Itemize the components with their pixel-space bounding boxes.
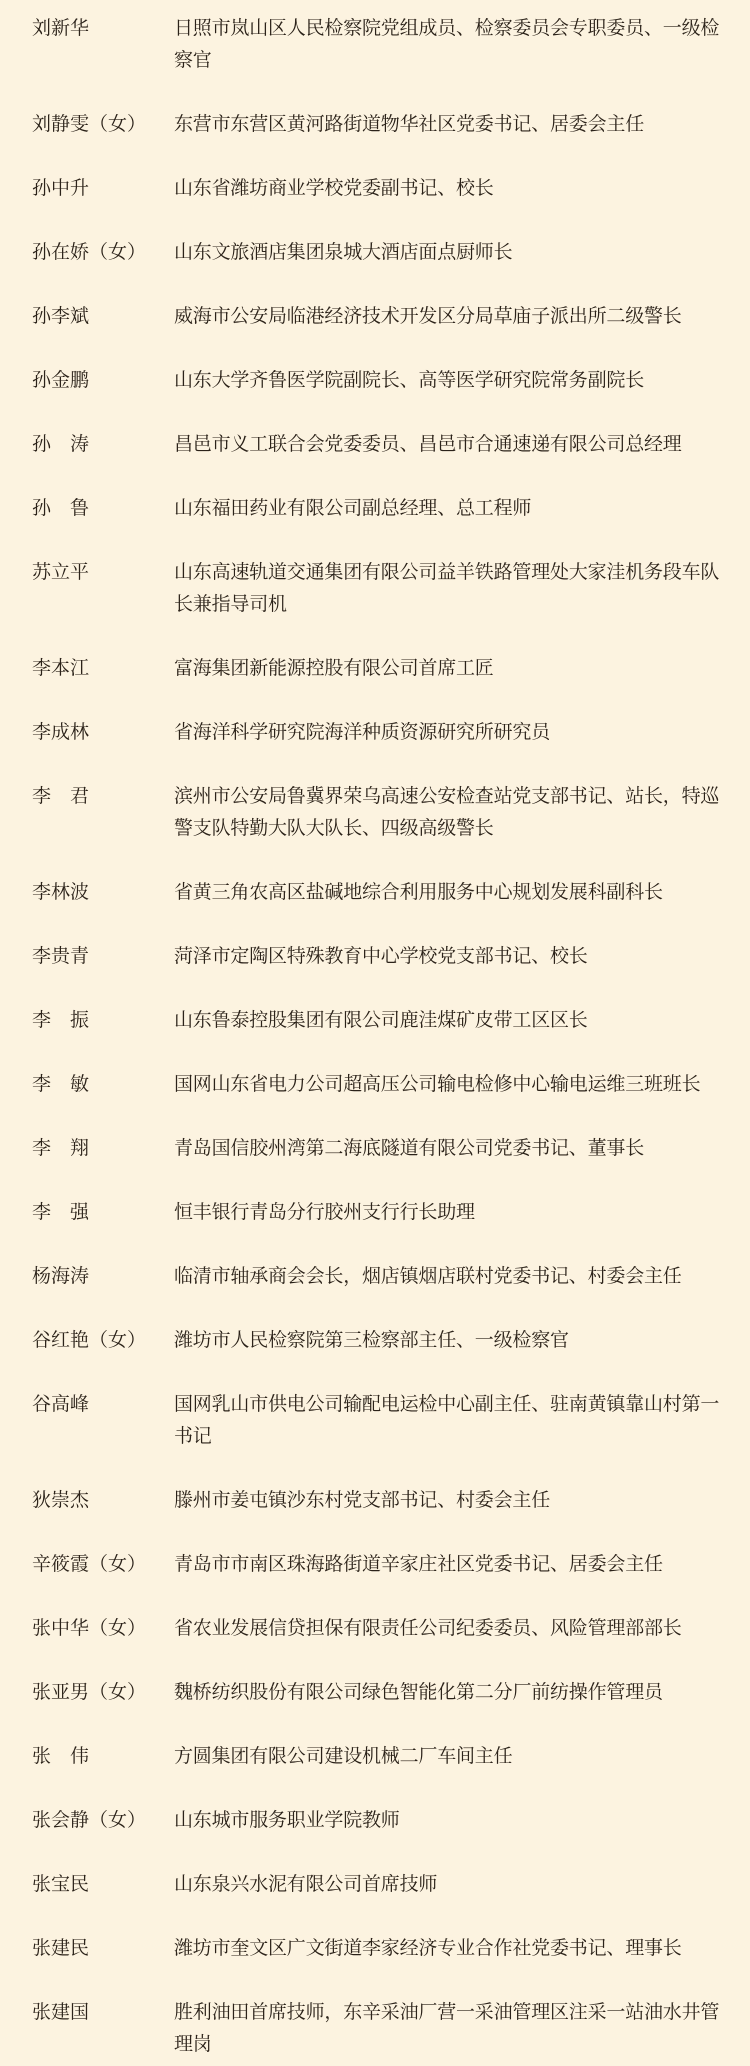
list-item xyxy=(0,1132,750,1164)
person-title: 魏桥纺织股份有限公司绿色智能化第二分厂前纺操作管理员 xyxy=(174,1681,663,1703)
list-item xyxy=(0,876,750,908)
person-name: 李林波 xyxy=(32,881,90,903)
person-name: 杨海涛 xyxy=(32,1265,90,1287)
person-name: 孙中升 xyxy=(32,177,90,199)
list-item xyxy=(0,1068,750,1100)
list-item xyxy=(0,940,750,972)
list-item xyxy=(0,1868,750,1900)
list-item xyxy=(0,1996,750,2060)
list-item xyxy=(0,1260,750,1292)
person-name: 谷高峰 xyxy=(32,1393,90,1415)
person-name: 李 君 xyxy=(32,785,90,807)
person-title: 青岛国信胶州湾第二海底隧道有限公司党委书记、董事长 xyxy=(174,1137,645,1159)
person-name: 孙金鹏 xyxy=(32,369,90,391)
list-item xyxy=(0,1196,750,1228)
person-title: 恒丰银行青岛分行胶州支行行长助理 xyxy=(174,1201,475,1223)
person-name: 李 敏 xyxy=(32,1073,90,1095)
person-title: 日照市岚山区人民检察院党组成员、检察委员会专职委员、一级检察官 xyxy=(174,17,720,71)
list-item xyxy=(0,1324,750,1356)
person-title: 山东泉兴水泥有限公司首席技师 xyxy=(174,1873,438,1895)
list-item xyxy=(0,1676,750,1708)
person-name: 孙 鲁 xyxy=(32,497,90,519)
person-name: 李成林 xyxy=(32,721,90,743)
person-title: 山东文旅酒店集团泉城大酒店面点厨师长 xyxy=(174,241,513,263)
person-name: 李 振 xyxy=(32,1009,90,1031)
person-name: 张建国 xyxy=(32,2001,90,2023)
person-name: 刘静雯（女） xyxy=(32,113,147,135)
person-name: 张会静（女） xyxy=(32,1809,147,1831)
person-name: 辛筱霞（女） xyxy=(32,1553,147,1575)
list-item xyxy=(0,652,750,684)
person-name: 李 翔 xyxy=(32,1137,90,1159)
list-item xyxy=(0,1388,750,1452)
list-item xyxy=(0,236,750,268)
person-title: 山东福田药业有限公司副总经理、总工程师 xyxy=(174,497,532,519)
list-item xyxy=(0,492,750,524)
person-title: 滨州市公安局鲁冀界荣乌高速公安检查站党支部书记、站长，特巡警支队特勤大队大队长、四级高级警长 xyxy=(174,785,720,839)
person-name: 狄崇杰 xyxy=(32,1489,90,1511)
list-item xyxy=(0,172,750,204)
person-title: 省海洋科学研究院海洋种质资源研究所研究员 xyxy=(174,721,551,743)
person-title: 潍坊市奎文区广文街道李家经济专业合作社党委书记、理事长 xyxy=(174,1937,682,1959)
person-title: 山东鲁泰控股集团有限公司鹿洼煤矿皮带工区区长 xyxy=(174,1009,588,1031)
list-item xyxy=(0,1804,750,1836)
person-title: 山东省潍坊商业学校党委副书记、校长 xyxy=(174,177,494,199)
person-name: 张亚男（女） xyxy=(32,1681,147,1703)
person-name: 张中华（女） xyxy=(32,1617,147,1639)
person-name: 李贵青 xyxy=(32,945,90,967)
person-title: 省农业发展信贷担保有限责任公司纪委委员、风险管理部部长 xyxy=(174,1617,682,1639)
person-title: 山东高速轨道交通集团有限公司益羊铁路管理处大家洼机务段车队长兼指导司机 xyxy=(174,561,720,615)
person-title: 菏泽市定陶区特殊教育中心学校党支部书记、校长 xyxy=(174,945,588,967)
person-title: 方圆集团有限公司建设机械二厂车间主任 xyxy=(174,1745,513,1767)
person-name: 谷红艳（女） xyxy=(32,1329,147,1351)
person-name: 孙在娇（女） xyxy=(32,241,147,263)
list-item xyxy=(0,1612,750,1644)
list-item xyxy=(0,1004,750,1036)
person-title: 国网山东省电力公司超高压公司输电检修中心输电运维三班班长 xyxy=(174,1073,701,1095)
person-title: 东营市东营区黄河路街道物华社区党委书记、居委会主任 xyxy=(174,113,645,135)
list-item xyxy=(0,780,750,844)
person-name: 张宝民 xyxy=(32,1873,90,1895)
person-title: 青岛市市南区珠海路街道辛家庄社区党委书记、居委会主任 xyxy=(174,1553,663,1575)
list-item xyxy=(0,108,750,140)
person-name: 张 伟 xyxy=(32,1745,90,1767)
person-name: 刘新华 xyxy=(32,17,90,39)
person-name: 孙李斌 xyxy=(32,305,90,327)
person-title: 滕州市姜屯镇沙东村党支部书记、村委会主任 xyxy=(174,1489,551,1511)
person-title: 昌邑市义工联合会党委委员、昌邑市合通速递有限公司总经理 xyxy=(174,433,682,455)
list-item xyxy=(0,1548,750,1580)
person-title: 山东大学齐鲁医学院副院长、高等医学研究院常务副院长 xyxy=(174,369,645,391)
list-item xyxy=(0,1484,750,1516)
person-name: 李本江 xyxy=(32,657,90,679)
person-title: 威海市公安局临港经济技术开发区分局草庙子派出所二级警长 xyxy=(174,305,682,327)
list-item xyxy=(0,716,750,748)
person-name: 李 强 xyxy=(32,1201,90,1223)
list-item xyxy=(0,428,750,460)
list-item xyxy=(0,1740,750,1772)
list-item xyxy=(0,300,750,332)
list-item xyxy=(0,556,750,620)
person-title: 山东城市服务职业学院教师 xyxy=(174,1809,400,1831)
person-title: 省黄三角农高区盐碱地综合利用服务中心规划发展科副科长 xyxy=(174,881,663,903)
person-title: 国网乳山市供电公司输配电运检中心副主任、驻南黄镇靠山村第一书记 xyxy=(174,1393,720,1447)
person-name: 张建民 xyxy=(32,1937,90,1959)
person-title: 胜利油田首席技师，东辛采油厂营一采油管理区注采一站油水井管理岗 xyxy=(174,2001,720,2055)
list-item xyxy=(0,364,750,396)
list-item xyxy=(0,1932,750,1964)
person-title: 临清市轴承商会会长，烟店镇烟店联村党委书记、村委会主任 xyxy=(174,1265,682,1287)
person-title: 潍坊市人民检察院第三检察部主任、一级检察官 xyxy=(174,1329,569,1351)
person-title: 富海集团新能源控股有限公司首席工匠 xyxy=(174,657,494,679)
person-name: 苏立平 xyxy=(32,561,90,583)
list-item xyxy=(0,12,750,76)
person-name: 孙 涛 xyxy=(32,433,90,455)
